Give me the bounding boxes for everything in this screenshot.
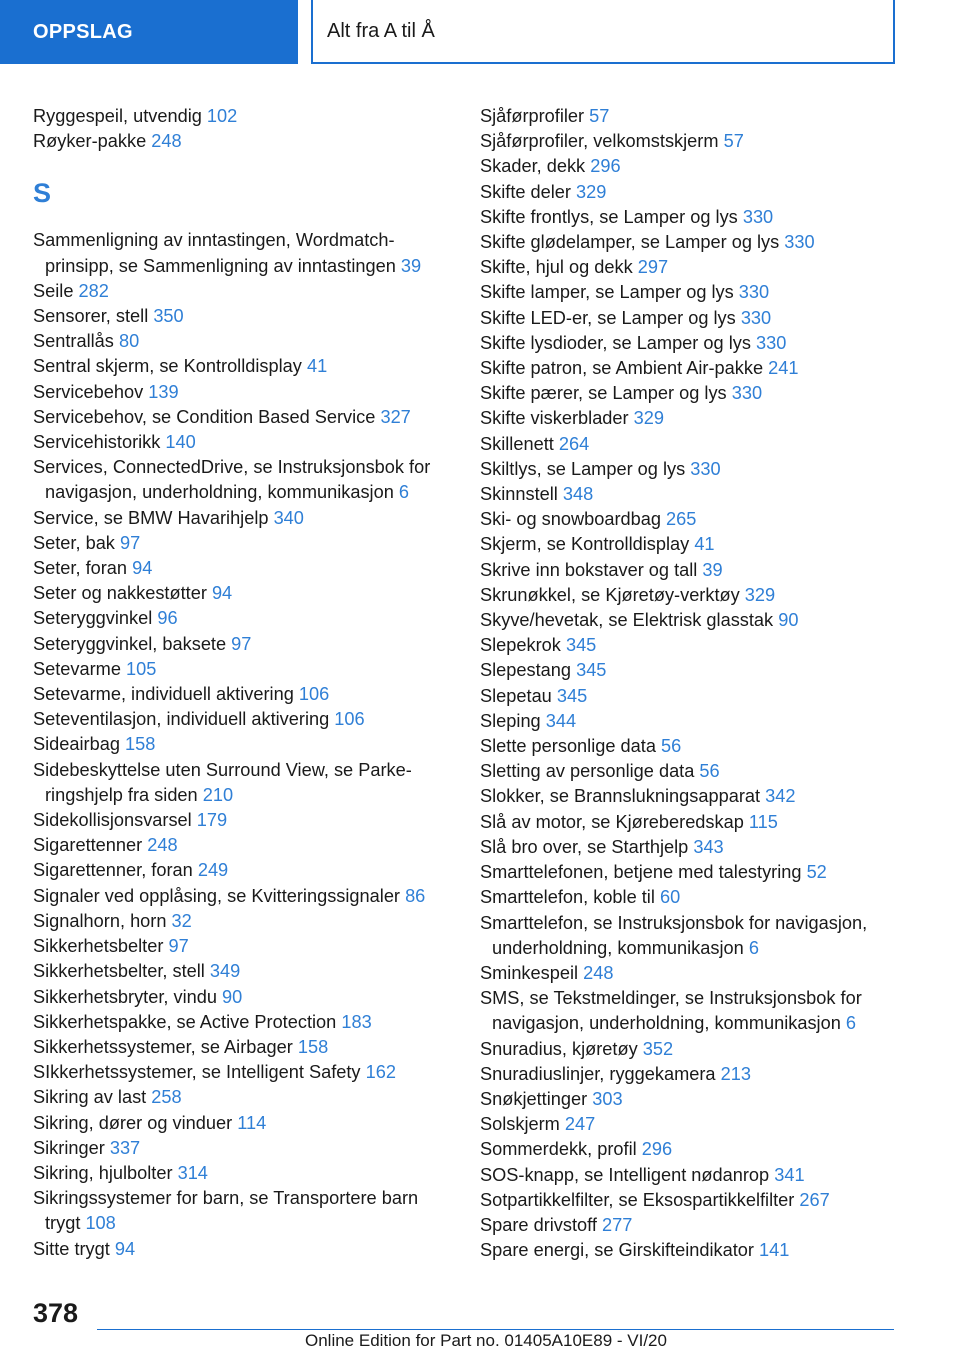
index-entry-text: SOS-knapp, se Intelligent nødanrop: [480, 1164, 770, 1185]
index-page-link[interactable]: 90: [222, 986, 243, 1007]
index-entry-text: Seter, bak: [33, 532, 115, 553]
index-entry: [480, 986, 900, 1036]
index-entry: [33, 1035, 453, 1060]
index-entry: [480, 532, 900, 557]
index-page-link[interactable]: 327: [380, 406, 411, 427]
index-entry: [480, 180, 900, 205]
index-entry-text: Sikringer: [33, 1137, 105, 1158]
index-entry-text: Sletting av personlige data: [480, 761, 695, 782]
index-entry: [480, 558, 900, 583]
index-entry: [33, 884, 453, 909]
index-entry-text: Seter, foran: [33, 558, 128, 579]
index-entry: [33, 380, 453, 405]
index-page-link[interactable]: 303: [592, 1088, 623, 1109]
page-header: [0, 0, 960, 66]
index-page-link[interactable]: 32: [171, 910, 192, 931]
index-entry: [33, 104, 453, 129]
index-page-link[interactable]: 330: [731, 383, 763, 404]
index-entry-text: Sikkerhetspakke, se Active Protection: [33, 1011, 337, 1032]
index-page-link[interactable]: 94: [132, 558, 153, 579]
index-entry-text: Sidebeskyttelse uten Surround View, se Parke-ringshjelp fra siden: [33, 759, 412, 805]
index-page-link[interactable]: 108: [85, 1213, 116, 1234]
index-entry: [480, 911, 900, 961]
index-entry: [480, 1137, 900, 1162]
index-entry-text: Sikkerhetsbryter, vindu: [33, 986, 217, 1007]
index-entry: [480, 255, 900, 280]
index-page-link[interactable]: 52: [806, 862, 827, 883]
index-page-link[interactable]: 39: [400, 255, 422, 276]
index-page-link[interactable]: 248: [151, 131, 182, 152]
index-page-link[interactable]: 248: [147, 835, 178, 856]
index-page-link[interactable]: 106: [334, 709, 365, 730]
index-entry: [480, 784, 900, 809]
index-page-link[interactable]: 248: [583, 962, 614, 983]
index-entry: [480, 457, 900, 482]
index-entry: [33, 833, 453, 858]
index-entry-text: Sidekollisjonsvarsel: [33, 810, 192, 831]
index-page-link[interactable]: 348: [562, 484, 594, 505]
index-entry: [33, 279, 453, 304]
index-entry-text: Skifte viskerblader: [480, 408, 629, 429]
index-entry-text: Sleping: [480, 710, 541, 731]
index-entry-text: Seteventilasjon, individuell aktivering: [33, 709, 330, 730]
index-entry: [480, 583, 900, 608]
index-entry: [480, 860, 900, 885]
index-page-link[interactable]: 329: [576, 181, 607, 202]
index-entry: [33, 304, 453, 329]
index-entry-text: Sikkerhetsbelter: [33, 936, 164, 957]
index-entry: [33, 934, 453, 959]
index-entry-text: Seteryggvinkel: [33, 608, 153, 629]
index-entry: [33, 506, 453, 531]
index-page-link[interactable]: 60: [659, 887, 681, 908]
index-entry: [33, 1085, 453, 1110]
index-entry-text: Ryggespeil, utvendig: [33, 106, 202, 126]
index-entry: [480, 507, 900, 532]
index-entry-text: SMS, se Tekstmeldinger, se Instruksjonsbok for navigasjon, underholdning, kommunikasjon: [480, 988, 862, 1034]
index-entry: [480, 709, 900, 734]
index-entry-text: Smarttelefon, se Instruksjonsbok for navigasjon, underholdning, kommunikasjon: [480, 912, 868, 958]
index-entry: [480, 1238, 900, 1263]
index-page-link[interactable]: 102: [206, 106, 238, 126]
index-entry-text: Slepetau: [480, 685, 552, 706]
index-page-link[interactable]: 329: [633, 408, 665, 429]
index-page-link[interactable]: 97: [168, 936, 189, 957]
index-page-link[interactable]: 349: [209, 961, 241, 982]
index-page-link[interactable]: 210: [202, 784, 234, 805]
index-entry-text: Slepekrok: [480, 635, 561, 656]
index-page-link[interactable]: 6: [398, 482, 410, 503]
index-entry-text: Skifte LED-er, se Lamper og lys: [480, 307, 736, 328]
index-entry-text: Solskjerm: [480, 1114, 560, 1135]
index-entry-text: Sommerdekk, profil: [480, 1139, 637, 1160]
index-entry: [33, 1111, 453, 1136]
index-entry-text: Sotpartikkelfilter, se Eksospartikkelfilter: [480, 1189, 795, 1210]
index-page-link[interactable]: 265: [666, 509, 697, 530]
index-entry-text: Seter og nakkestøtter: [33, 583, 207, 604]
index-entry-text: Service, se BMW Havarihjelp: [33, 507, 269, 528]
index-entry: [480, 658, 900, 683]
index-page-link[interactable]: 297: [637, 257, 669, 278]
index-entry: [480, 406, 900, 431]
index-page-link[interactable]: 115: [748, 811, 778, 832]
index-entry-text: Sammenligning av inntastingen, Wordmatch-prinsipp, se Sammenligning av inntastingen: [33, 230, 396, 276]
index-page-link[interactable]: 162: [365, 1062, 396, 1083]
index-entry-text: Sikkerhetssystemer, se Airbager: [33, 1036, 293, 1057]
index-page-link[interactable]: 330: [738, 282, 770, 303]
index-entry: [33, 556, 453, 581]
index-page-link[interactable]: 56: [699, 761, 720, 782]
index-entry: [33, 129, 453, 154]
index-page-link[interactable]: 345: [576, 660, 607, 681]
index-page-link[interactable]: 80: [118, 331, 140, 352]
index-entry: [33, 606, 453, 631]
index-entry-text: Servicebehov: [33, 381, 144, 402]
index-entry-text: Sentral skjerm, se Kontrolldisplay: [33, 356, 302, 377]
index-page-link[interactable]: 296: [641, 1139, 673, 1160]
index-page-link[interactable]: 314: [177, 1162, 208, 1183]
index-entry-text: Skifte patron, se Ambient Air-pakke: [480, 358, 764, 379]
index-entry-text: Sikringssystemer for barn, se Transportere barn trygt: [33, 1188, 419, 1234]
index-entry: [33, 581, 453, 606]
footer-divider: [97, 1329, 894, 1330]
index-page-link[interactable]: 330: [742, 206, 774, 227]
index-entry: [480, 734, 900, 759]
section-tab: OPPSLAG: [0, 0, 298, 64]
index-entry-text: Skjerm, se Kontrolldisplay: [480, 534, 690, 555]
index-page-link[interactable]: 183: [341, 1011, 372, 1032]
index-entry-text: Sikring av last: [33, 1087, 147, 1108]
index-page-link[interactable]: 296: [590, 156, 621, 177]
index-page-link[interactable]: 86: [405, 885, 426, 906]
index-entry: [480, 280, 900, 305]
index-entry: [480, 154, 900, 179]
index-entry-text: Skader, dekk: [480, 156, 586, 177]
index-entry: [33, 858, 453, 883]
index-entry: [480, 1087, 900, 1112]
index-column-left: [33, 104, 453, 1262]
index-entry: [33, 228, 453, 278]
index-page-link[interactable]: 114: [237, 1112, 267, 1133]
chapter-title: Alt fra A til Å: [311, 0, 895, 64]
index-entry: [480, 1037, 900, 1062]
index-page-link[interactable]: 342: [765, 786, 796, 807]
index-entry-text: Skifte glødelamper, se Lamper og lys: [480, 232, 780, 253]
index-entry-text: Snuradiuslinjer, ryggekamera: [480, 1063, 716, 1084]
index-entry: [480, 1213, 900, 1238]
index-entry-text: Sjåførprofiler, velkomstskjerm: [480, 131, 719, 152]
index-column-right: [480, 104, 900, 1263]
index-entry: [480, 633, 900, 658]
index-page-link[interactable]: 352: [642, 1038, 674, 1059]
index-entry-text: Setevarme: [33, 658, 121, 679]
index-entry-text: Spare drivstoff: [480, 1214, 597, 1235]
index-entry: [480, 104, 900, 129]
index-entry: [33, 430, 453, 455]
index-entry: [480, 885, 900, 910]
index-entry: [33, 985, 453, 1010]
index-letter-heading: S: [33, 178, 52, 209]
index-entry: [33, 682, 453, 707]
index-entry-text: Smarttelefon, koble til: [480, 887, 655, 908]
index-entry: [480, 684, 900, 709]
index-page-link[interactable]: 39: [702, 559, 723, 580]
index-entry: [33, 1161, 453, 1186]
index-entry-text: Spare energi, se Girskifteindikator: [480, 1240, 754, 1261]
index-entry-text: Sigarettenner, foran: [33, 860, 193, 881]
index-page-link[interactable]: 140: [165, 432, 196, 453]
index-page-link[interactable]: 330: [755, 332, 787, 353]
index-page-link[interactable]: 141: [759, 1240, 790, 1261]
index-page-link[interactable]: 106: [298, 684, 330, 705]
index-page-link[interactable]: 96: [157, 608, 178, 629]
index-entry-text: SIkkerhetssystemer, se Intelligent Safety: [33, 1062, 361, 1083]
index-entry-text: Sensorer, stell: [33, 306, 149, 327]
index-entry: [480, 759, 900, 784]
index-entry: [480, 129, 900, 154]
index-entry-text: Setevarme, individuell aktivering: [33, 684, 294, 705]
index-page-link[interactable]: 97: [231, 633, 252, 654]
index-entry: [33, 1186, 453, 1236]
index-page-link[interactable]: 179: [196, 810, 228, 831]
index-entry-text: Skrive inn bokstaver og tall: [480, 559, 698, 580]
index-entry: [33, 405, 453, 430]
index-page-link[interactable]: 41: [306, 356, 328, 377]
index-page-link[interactable]: 345: [556, 685, 588, 706]
index-page-link[interactable]: 337: [109, 1137, 141, 1158]
index-entry: [480, 1188, 900, 1213]
index-entry: [33, 959, 453, 984]
index-entry-text: Skyve/hevetak, se Elektrisk glasstak: [480, 610, 774, 631]
index-page-link[interactable]: 345: [565, 635, 597, 656]
index-entry-text: Smarttelefonen, betjene med talestyring: [480, 862, 802, 883]
index-entry: [480, 205, 900, 230]
index-page-link[interactable]: 330: [740, 307, 772, 328]
index-page-link[interactable]: 264: [558, 433, 590, 454]
index-page-link[interactable]: 97: [119, 532, 141, 553]
index-entry-text: Skinnstell: [480, 484, 558, 505]
index-entry-text: Signalhorn, horn: [33, 910, 167, 931]
edition-footer: Online Edition for Part no. 01405A10E89 - VI/20: [305, 1331, 667, 1350]
index-entry-text: Sikring, hjulbolter: [33, 1162, 173, 1183]
index-entry-text: Snøkjettinger: [480, 1088, 588, 1109]
index-entry: [33, 758, 453, 808]
index-page-link[interactable]: 249: [197, 860, 229, 881]
index-entry: [33, 354, 453, 379]
index-entry: [33, 632, 453, 657]
index-entry: [33, 1136, 453, 1161]
index-entry: [33, 732, 453, 757]
index-entry: [480, 608, 900, 633]
index-page-link[interactable]: 94: [211, 583, 233, 604]
index-entry: [33, 909, 453, 934]
index-entry-text: Snuradius, kjøretøy: [480, 1038, 638, 1059]
index-entry: [480, 356, 900, 381]
index-page-link[interactable]: 282: [78, 280, 109, 301]
index-page-link[interactable]: 277: [602, 1214, 633, 1235]
index-entry-text: Sikring, dører og vinduer: [33, 1112, 233, 1133]
index-page-link[interactable]: 258: [151, 1087, 182, 1108]
index-entry-text: Sikkerhetsbelter, stell: [33, 961, 205, 982]
page-number: 378: [33, 1298, 79, 1328]
index-entry-text: Skifte lysdioder, se Lamper og lys: [480, 332, 751, 353]
index-entry-text: Slokker, se Brannslukningsapparat: [480, 786, 761, 807]
index-page-link[interactable]: 90: [778, 610, 799, 631]
index-page-link[interactable]: 330: [690, 458, 721, 479]
index-page-link[interactable]: 247: [564, 1114, 596, 1135]
index-entry-text: Skifte pærer, se Lamper og lys: [480, 383, 727, 404]
index-entry: [33, 707, 453, 732]
index-entry-text: Servicehistorikk: [33, 432, 161, 453]
index-entry: [33, 1060, 453, 1085]
index-entry-text: Sigarettenner: [33, 835, 143, 856]
index-page-link[interactable]: 158: [297, 1036, 329, 1057]
index-page-link[interactable]: 158: [125, 734, 156, 755]
index-page-link[interactable]: 341: [774, 1164, 805, 1185]
index-entry: [480, 432, 900, 457]
index-entry-text: Sentrallås: [33, 331, 114, 352]
index-entry-text: Skifte lamper, se Lamper og lys: [480, 282, 734, 303]
index-entry-text: Slette personlige data: [480, 736, 656, 757]
index-page-link[interactable]: 343: [693, 836, 724, 857]
index-entry: [480, 810, 900, 835]
index-page-link[interactable]: 57: [589, 106, 610, 126]
index-entry-text: Skiltlys, se Lamper og lys: [480, 458, 686, 479]
index-entry-text: Slepestang: [480, 660, 572, 681]
index-entry: [33, 329, 453, 354]
index-entry: [480, 1062, 900, 1087]
index-entry-text: Ski- og snowboardbag: [480, 509, 661, 530]
index-entry: [480, 381, 900, 406]
index-entry-text: Servicebehov, se Condition Based Service: [33, 406, 376, 427]
index-page-link[interactable]: 105: [126, 658, 157, 679]
index-entry: [33, 531, 453, 556]
index-entry: [480, 482, 900, 507]
index-page-link[interactable]: 350: [153, 306, 184, 327]
index-entry-text: Skifte deler: [480, 181, 571, 202]
index-entry: [480, 306, 900, 331]
index-entry: [480, 1112, 900, 1137]
index-page-link[interactable]: 56: [661, 736, 682, 757]
index-entry-text: Sjåførprofiler: [480, 106, 585, 126]
index-entry-text: Slå av motor, se Kjøreberedskap: [480, 811, 744, 832]
index-page-link[interactable]: 139: [148, 381, 179, 402]
index-entry-text: Sminkespeil: [480, 962, 579, 983]
index-entry: [480, 961, 900, 986]
index-entry: [480, 230, 900, 255]
index-entry-text: Slå bro over, se Starthjelp: [480, 836, 689, 857]
index-page-link[interactable]: 213: [720, 1063, 751, 1084]
index-entry: [33, 1237, 453, 1262]
index-entry-text: Skillenett: [480, 433, 554, 454]
index-page-link[interactable]: 6: [748, 937, 759, 958]
index-page-link[interactable]: 329: [744, 584, 776, 605]
index-entry-text: Skifte frontlys, se Lamper og lys: [480, 206, 738, 227]
index-entry-text: Seteryggvinkel, baksete: [33, 633, 227, 654]
index-entry: [480, 835, 900, 860]
index-entry-text: Sitte trygt: [33, 1238, 110, 1259]
index-page-link[interactable]: 267: [799, 1189, 830, 1210]
index-entry: [33, 455, 453, 505]
index-entry-text: Sideairbag: [33, 734, 120, 755]
index-page-link[interactable]: 6: [845, 1013, 857, 1034]
index-entry-text: Services, ConnectedDrive, se Instruksjonsbok for navigasjon, underholdning, kommunikasjon: [33, 457, 431, 503]
index-entry: [480, 1163, 900, 1188]
index-entry: [33, 1010, 453, 1035]
index-page-link[interactable]: 41: [694, 534, 715, 555]
index-entry-text: Seile: [33, 280, 74, 301]
index-page-link[interactable]: 344: [545, 710, 577, 731]
index-page-link[interactable]: 241: [768, 358, 799, 379]
index-page-link[interactable]: 340: [273, 507, 304, 528]
index-entry-text: Signaler ved opplåsing, se Kvitteringssignaler: [33, 885, 400, 906]
index-page-link[interactable]: 330: [784, 232, 815, 253]
index-page-link[interactable]: 94: [114, 1238, 136, 1259]
index-entry-text: Skrunøkkel, se Kjøretøy-verktøy: [480, 584, 740, 605]
index-entry-text: Røyker-pakke: [33, 131, 147, 152]
index-page-link[interactable]: 57: [723, 131, 744, 152]
index-entry: [480, 331, 900, 356]
index-entry: [33, 808, 453, 833]
index-entry: [33, 657, 453, 682]
index-entry-text: Skifte, hjul og dekk: [480, 257, 633, 278]
